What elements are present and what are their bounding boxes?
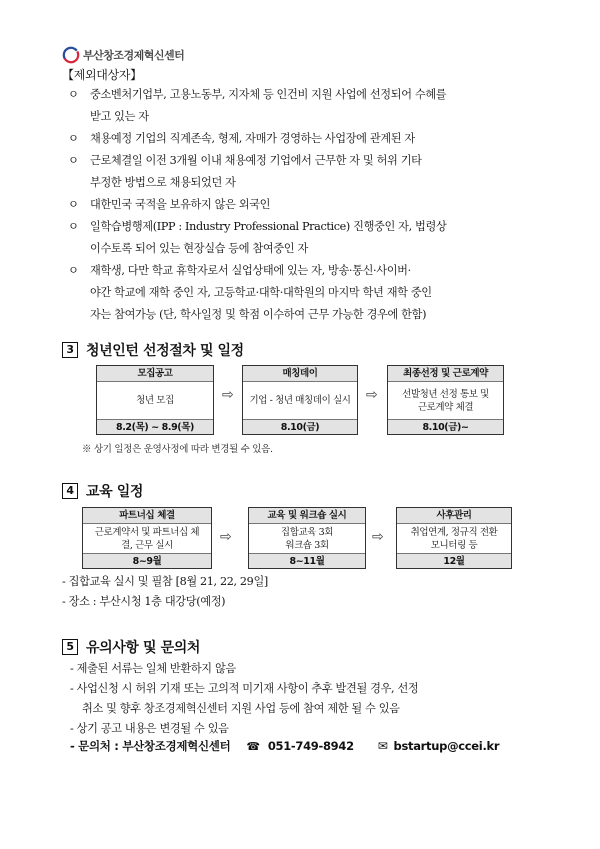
exclusion-line: 이수토록 되어 있는 현장실습 등에 참여중인 자 bbox=[90, 242, 308, 255]
exclusion-item bbox=[68, 216, 548, 260]
bullet-mark: ㅇ bbox=[68, 198, 79, 211]
section-number: 5 bbox=[62, 639, 78, 655]
contact-email[interactable]: bstartup@ccei.kr bbox=[393, 739, 500, 753]
flow-box-final bbox=[387, 365, 504, 435]
selection-flow bbox=[96, 365, 504, 435]
flow-box-date: 8~11월 bbox=[249, 553, 365, 568]
flow-box-matching bbox=[242, 365, 358, 435]
flow-box-body bbox=[97, 382, 213, 419]
exclusion-line: 자는 참여가능 (단, 학사일정 및 학점 이수하여 근무 가능한 경우에 한함) bbox=[90, 308, 427, 321]
schedule-note: ※ 상기 일정은 운영사정에 따라 변경될 수 있음. bbox=[82, 444, 273, 455]
caution-item: - 제출된 서류는 일체 반환하지 않음 bbox=[70, 662, 236, 675]
flow-box-line: 근로계약서 및 파트너십 체 bbox=[94, 526, 200, 538]
right-arrow-icon: ⇨ bbox=[372, 529, 384, 545]
flow-box-line: 기업 - 청년 매칭데이 실시 bbox=[249, 395, 351, 406]
caution-item: 취소 및 향후 창조경제혁신센터 지원 사업 등에 참여 제한 될 수 있음 bbox=[82, 702, 400, 715]
flow-box-head: 교육 및 워크숍 실시 bbox=[249, 508, 365, 524]
exclusion-item bbox=[68, 150, 548, 194]
right-arrow-icon: ⇨ bbox=[220, 529, 232, 545]
bullet-mark: ㅇ bbox=[68, 264, 79, 277]
flow-box-followup bbox=[396, 507, 512, 569]
flow-box-date: 8.10(금) bbox=[243, 419, 357, 434]
flow-box-partnership bbox=[82, 507, 212, 569]
flow-box-line: 모니터링 등 bbox=[430, 539, 478, 551]
exclusion-line: 채용예정 기업의 직계존속, 형제, 자매가 경영하는 사업장에 관계된 자 bbox=[90, 132, 415, 145]
section-4-heading bbox=[62, 481, 143, 501]
exclusion-item bbox=[68, 260, 548, 326]
flow-box-date: 8.2(목) ~ 8.9(목) bbox=[97, 419, 213, 434]
exclusion-list bbox=[68, 84, 548, 326]
flow-box-head: 파트너십 체결 bbox=[83, 508, 211, 524]
exclusion-line: 부정한 방법으로 채용되었던 자 bbox=[90, 176, 236, 189]
education-note: - 집합교육 실시 및 필참 [8월 21, 22, 29일] bbox=[62, 575, 268, 588]
exclusion-item bbox=[68, 128, 548, 150]
flow-box-body bbox=[243, 382, 357, 419]
exclusion-line: 받고 있는 자 bbox=[90, 110, 149, 123]
flow-box-date: 8.10(금)~ bbox=[388, 419, 503, 434]
section-title: 유의사항 및 문의처 bbox=[86, 640, 200, 656]
flow-box-line: 취업연계, 정규직 전환 bbox=[410, 526, 498, 538]
education-notes bbox=[62, 572, 542, 612]
section-title: 교육 일정 bbox=[86, 484, 143, 500]
exclusion-line: 중소벤처기업부, 고용노동부, 지자체 등 인건비 지원 사업에 선정되어 수혜를 bbox=[90, 88, 447, 101]
bullet-mark: ㅇ bbox=[68, 88, 79, 101]
section-number: 4 bbox=[62, 483, 78, 499]
bullet-mark: ㅇ bbox=[68, 154, 79, 167]
exclusion-line: 근로체결일 이전 3개월 이내 채용예정 기업에서 근무한 자 및 허위 기타 bbox=[90, 154, 422, 167]
mail-icon: ✉ bbox=[377, 739, 388, 753]
flow-box-line: 근로계약 체결 bbox=[417, 401, 474, 413]
right-arrow-icon: ⇨ bbox=[366, 387, 378, 403]
flow-box-body bbox=[83, 524, 211, 553]
caution-list bbox=[70, 659, 550, 739]
flow-box-recruit bbox=[96, 365, 214, 435]
flow-box-head: 매칭데이 bbox=[243, 366, 357, 382]
flow-box-line: 집합교육 3회 bbox=[280, 526, 334, 538]
flow-box-line: 청년 모집 bbox=[136, 395, 174, 406]
exclusion-line: 재학생, 다만 학교 휴학자로서 실업상태에 있는 자, 방송·통신·사이버· bbox=[90, 264, 411, 277]
caution-item: - 사업신청 시 허위 기재 또는 고의적 미기재 사항이 추후 발견될 경우, 선정 bbox=[70, 682, 419, 695]
flow-box-head: 모집공고 bbox=[97, 366, 213, 382]
contact-label: - 문의처 : 부산창조경제혁신센터 bbox=[70, 739, 231, 753]
flow-box-head: 최종선정 및 근로계약 bbox=[388, 366, 503, 382]
center-logo bbox=[62, 46, 184, 64]
exclusion-line: 야간 학교에 재학 중인 자, 고등학교·대학·대학원의 마지막 학년 재학 중인 bbox=[90, 286, 432, 299]
exclusion-title: 【제외대상자】 bbox=[62, 68, 142, 82]
contact-phone[interactable]: 051-749-8942 bbox=[267, 739, 354, 753]
bullet-mark: ㅇ bbox=[68, 132, 79, 145]
flow-box-head: 사후관리 bbox=[397, 508, 511, 524]
education-flow bbox=[96, 507, 504, 577]
bullet-mark: ㅇ bbox=[68, 220, 79, 233]
flow-box-line: 결, 근무 실시 bbox=[121, 539, 173, 551]
flow-box-date: 8~9월 bbox=[83, 553, 211, 568]
exclusion-line: 대한민국 국적을 보유하지 않은 외국인 bbox=[90, 198, 271, 211]
flow-box-body bbox=[388, 382, 503, 419]
contact-line bbox=[70, 738, 499, 754]
education-note: - 장소 : 부산시청 1층 대강당(예정) bbox=[62, 595, 226, 608]
flow-box-date: 12월 bbox=[397, 553, 511, 568]
flow-box-line: 워크숍 3회 bbox=[285, 539, 329, 551]
exclusion-item bbox=[68, 194, 548, 216]
exclusion-line: 일학습병행제(IPP : Industry Professional Practice) 진행중인 자, 법령상 bbox=[90, 220, 447, 233]
flow-box-line: 선발청년 선정 통보 및 bbox=[402, 388, 489, 400]
logo-text: 부산창조경제혁신센터 bbox=[83, 49, 185, 62]
phone-icon: ☎ bbox=[246, 739, 260, 753]
right-arrow-icon: ⇨ bbox=[222, 387, 234, 403]
logo-mark-icon bbox=[62, 46, 80, 64]
caution-item: - 상기 공고 내용은 변경될 수 있음 bbox=[70, 722, 229, 735]
section-number: 3 bbox=[62, 342, 78, 358]
section-3-heading bbox=[62, 340, 244, 360]
flow-box-body bbox=[249, 524, 365, 553]
flow-box-body bbox=[397, 524, 511, 553]
section-5-heading bbox=[62, 637, 200, 657]
exclusion-item bbox=[68, 84, 548, 128]
section-title: 청년인턴 선정절차 및 일정 bbox=[86, 343, 244, 359]
flow-box-education bbox=[248, 507, 366, 569]
